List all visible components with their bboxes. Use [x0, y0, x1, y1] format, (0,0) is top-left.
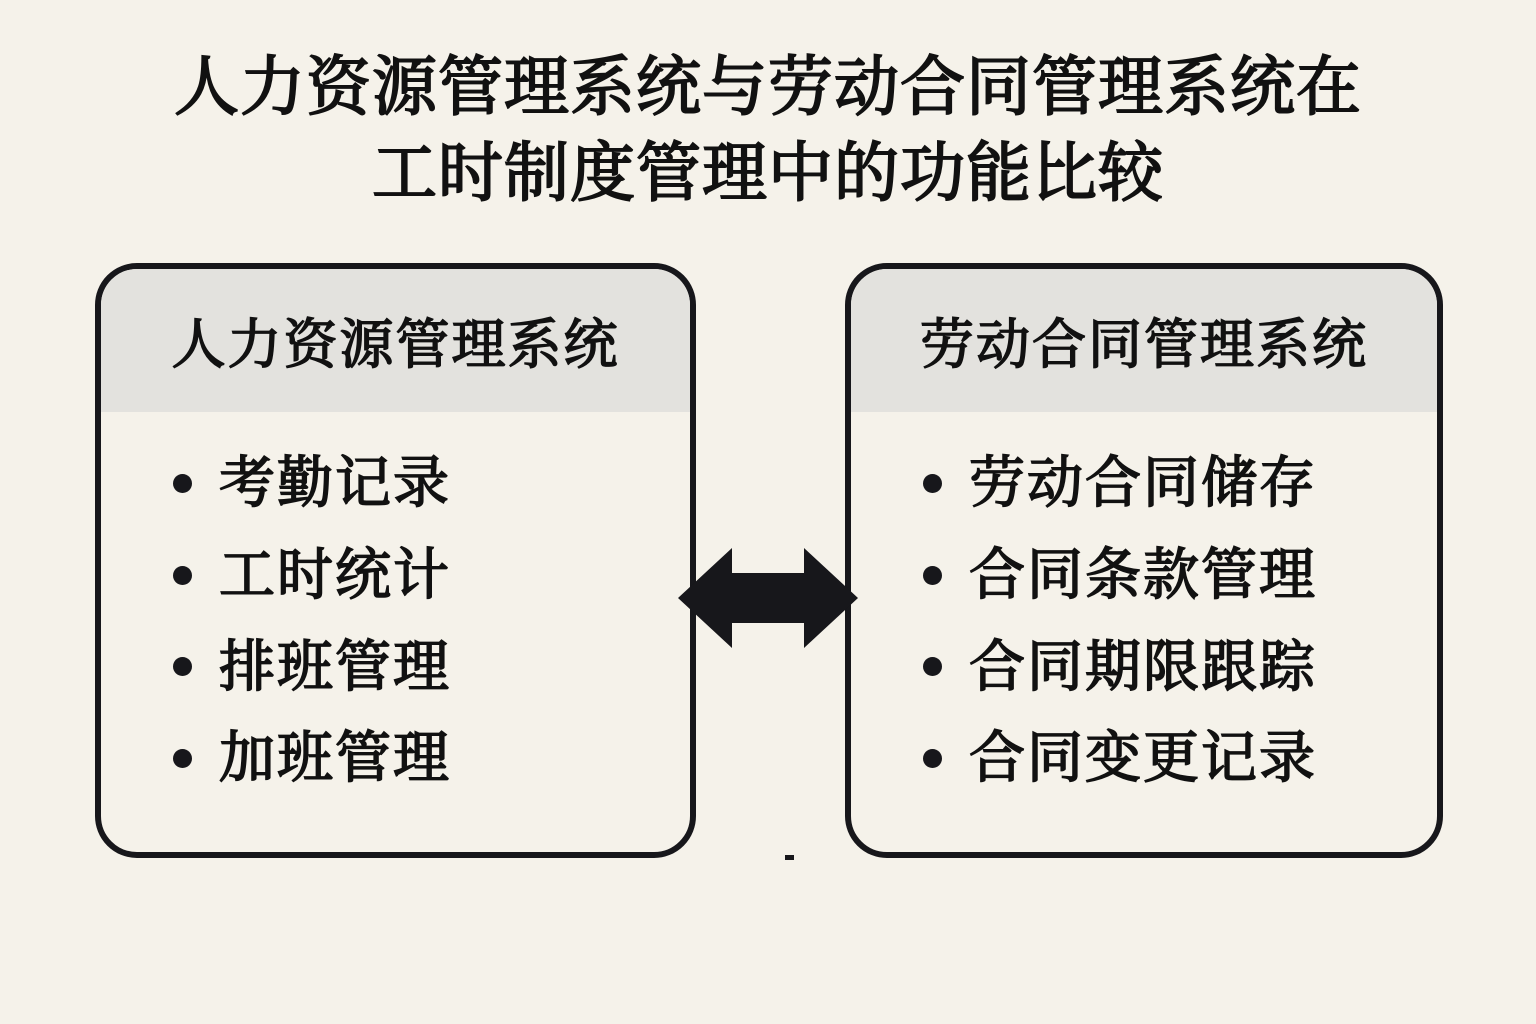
- bullet-icon: [923, 749, 942, 768]
- list-item: [923, 634, 1427, 698]
- list-item-label: 合同期限跟踪: [969, 634, 1317, 698]
- page-title-line-1: 人力资源管理系统与劳动合同管理系统在: [173, 50, 1362, 123]
- list-item-label: 考勤记录: [219, 451, 451, 514]
- page-title: [0, 44, 1536, 217]
- double-arrow-icon: [678, 548, 858, 648]
- list-item: [173, 542, 680, 606]
- bullet-icon: [923, 474, 942, 493]
- list-item-label: 工时统计: [219, 542, 451, 606]
- list-item: [923, 542, 1427, 606]
- list-item: [173, 726, 680, 790]
- bullet-icon: [173, 749, 192, 768]
- contract-system-panel-body: [851, 412, 1437, 788]
- bullet-icon: [173, 657, 192, 676]
- list-item: [173, 634, 680, 698]
- hr-system-panel: [95, 263, 696, 858]
- bullet-icon: [173, 474, 192, 493]
- list-item: [173, 451, 680, 514]
- page-title-line-2: 工时制度管理中的功能比较: [371, 136, 1164, 210]
- contract-system-panel: [845, 263, 1443, 858]
- list-item-label: 劳动合同储存: [969, 451, 1317, 514]
- list-item: [923, 726, 1427, 790]
- hr-system-panel-body: [101, 412, 690, 788]
- bullet-icon: [173, 566, 192, 585]
- list-item: [923, 451, 1427, 514]
- bullet-icon: [923, 566, 942, 585]
- list-item-label: 合同变更记录: [969, 726, 1317, 790]
- list-item-label: 排班管理: [219, 634, 451, 698]
- dash-mark: [785, 855, 794, 860]
- list-item-label: 加班管理: [219, 726, 451, 790]
- contract-system-panel-header: 劳动合同管理系统: [851, 269, 1437, 412]
- list-item-label: 合同条款管理: [969, 542, 1317, 606]
- bullet-icon: [923, 657, 942, 676]
- hr-system-panel-header: 人力资源管理系统: [101, 269, 690, 412]
